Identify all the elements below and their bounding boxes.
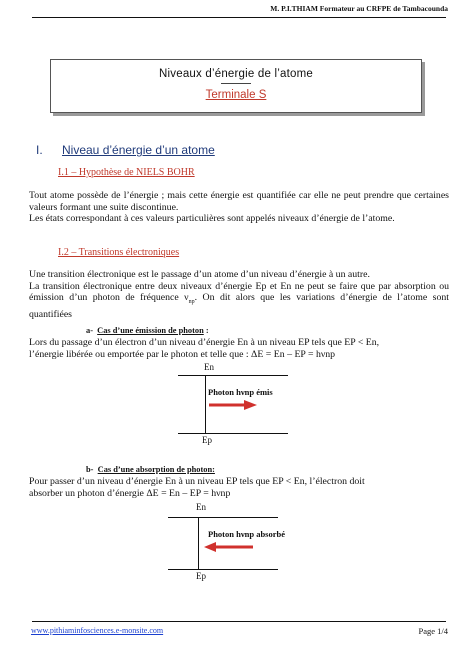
case-b-title: Cas d’une absorption de photon: (97, 465, 215, 474)
case-b-marker: b- (86, 465, 94, 474)
case-a-marker: a- (86, 326, 93, 335)
transitions-paragraph (29, 269, 449, 320)
footer-rule (32, 621, 446, 622)
absorption-line-2: absorber un photon d’énergie ΔE = En – EP = hνnp (29, 487, 231, 499)
absorption-diagram (168, 502, 378, 590)
emission-line-2: l’énergie libérée ou emportée par le photon et telle que : ΔE = En – EP = hνnp (29, 348, 336, 360)
emission-lower-level-label: Ep (202, 435, 212, 445)
emission-diagram (178, 360, 378, 450)
case-a-title: Cas d’une émission de photon (97, 326, 204, 335)
absorption-photon-label: Photon hνnp absorbé (208, 529, 286, 539)
document-title: Niveaux d’énergie de l’atome (159, 68, 313, 80)
absorption-paragraph (29, 476, 449, 499)
case-a-heading: a- Cas d’une émission de photon : (86, 326, 209, 335)
bohr-paragraph (29, 190, 449, 225)
header-author: M. P.I.THIAM Formateur au CRFPE de Tambacounda (270, 4, 448, 13)
absorption-transition-line (198, 517, 199, 569)
absorption-upper-level (168, 517, 278, 518)
emission-transition-line (205, 375, 206, 433)
section-number: I. (36, 143, 43, 157)
class-level: Terminale S (205, 89, 267, 101)
emission-photon-label: Photon hνnp émis (208, 387, 273, 397)
absorption-lower-level (168, 569, 278, 570)
transitions-text-2: La transition électronique entre deux niveaux d’énergie Ep et En ne peut se faire que par absorption ou émission d’un photon de fréquence $\nu_{np}$. On dit alors que les variations d’énergie de l’atome sont quantifiées (29, 280, 449, 320)
footer-website-link[interactable]: www.pithiaminfosciences.e-monsite.com (31, 626, 164, 635)
case-b-heading (86, 465, 215, 474)
emission-upper-level (178, 375, 288, 376)
emission-line-1: Lors du passage d’un électron d’un niveau d’énergie En à un niveau EP tels que EP < En, (29, 337, 380, 348)
bohr-text-1: Tout atome possède de l’énergie ; mais cette énergie est quantifiée car elle ne peut prendre que certaines valeurs formant une suite discontinue. (29, 190, 449, 213)
transitions-text-1: Une transition électronique est le passage d’un atome d’un niveau d’énergie à un autre. (29, 269, 370, 280)
header-rule (32, 17, 446, 18)
page-number: Page 1/4 (418, 626, 448, 636)
absorption-arrow-icon (204, 542, 254, 552)
emission-upper-level-label: En (204, 362, 214, 372)
emission-arrow-icon (208, 400, 258, 410)
subsection-heading-bohr: I.1 – Hypothèse de NIELS BOHR (58, 167, 195, 178)
absorption-line-1: Pour passer d’un niveau d’énergie En à un niveau EP tels que EP < En, l’électron doit (29, 476, 365, 487)
emission-paragraph (29, 337, 449, 360)
title-box (50, 59, 422, 113)
section-heading (36, 143, 215, 157)
subsection-heading-transitions: I.2 – Transitions électroniques (58, 247, 180, 258)
emission-lower-level (178, 433, 288, 434)
section-title: Niveau d’énergie d’un atome (62, 143, 215, 157)
bohr-text-2: Les états correspondant à ces valeurs particulières sont appelés niveaux d’énergie de l’atome. (29, 213, 395, 225)
absorption-upper-level-label: En (196, 502, 206, 512)
absorption-lower-level-label: Ep (196, 571, 206, 581)
title-divider (221, 83, 251, 84)
